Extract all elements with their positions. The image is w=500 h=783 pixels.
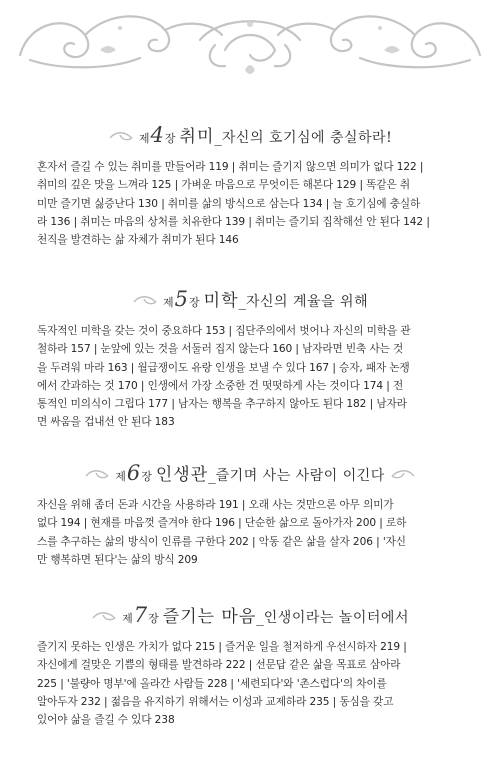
right-flourish-icon	[390, 469, 416, 483]
chapter-title: 취미	[179, 127, 215, 147]
chapter-prefix: 제	[115, 470, 126, 483]
chapter-contents	[0, 322, 500, 432]
chapter-heading	[0, 458, 500, 488]
chapter-number: 5	[174, 287, 188, 311]
chapter-subtitle: 즐기며 사는 사람이 이긴다	[215, 468, 385, 484]
left-flourish-icon	[91, 611, 117, 625]
chapter-suffix: 장	[164, 132, 176, 145]
chapter-number: 7	[133, 603, 148, 627]
chapter-heading	[0, 120, 500, 150]
contents-line: 통적인 미의식이 그립다 177 | 남자는 행복을 추구하지 않아도 된다 182 | 남자라	[37, 398, 407, 411]
chapter-prefix: 제	[138, 132, 150, 145]
contents-line: 천직을 발견하는 삶 자체가 취미가 된다 146	[37, 234, 239, 247]
chapter-contents	[0, 158, 500, 249]
chapter-suffix: 장	[189, 296, 200, 309]
title-separator: _	[256, 608, 264, 626]
contents-line: 225 | '불량아 명부'에 올라간 사람들 228 | '세련되다'와 '촌스럽다'의 차이를	[37, 677, 387, 690]
contents-line: 자신을 위해 좀더 돈과 시간을 사용하라 191 | 오래 사는 것만으론 아무 의미가	[37, 499, 394, 511]
chapter-7	[0, 600, 500, 729]
left-flourish-icon	[84, 469, 110, 483]
title-separator: _	[208, 466, 216, 484]
chapter-6	[0, 458, 500, 569]
chapter-subtitle: 인생이라는 놀이터에서	[263, 610, 409, 626]
contents-line: 자신에게 걸맞은 기쁨의 형태를 발견하라 222 | 선문답 같은 삶을 목표로 삼아라	[37, 659, 401, 672]
left-flourish-icon	[108, 131, 134, 145]
contents-line: 즐기지 못하는 인생은 가치가 없다 215 | 즐거운 일을 철저하게 우선시하자 219 |	[37, 641, 407, 653]
contents-line: 만 행복하면 된다'는 삶의 방식 209	[37, 553, 198, 566]
left-flourish-icon	[132, 295, 158, 309]
chapter-suffix: 장	[141, 470, 152, 483]
contents-line: 있어야 삶을 즐길 수 있다 238	[37, 714, 175, 727]
chapter-heading	[0, 600, 500, 630]
title-separator: _	[214, 128, 222, 146]
chapter-subtitle: 자신의 호기심에 충실하라!	[221, 130, 393, 146]
chapter-title: 인생관	[155, 465, 209, 485]
chapter-contents	[0, 496, 500, 569]
contents-line: 라 136 | 취미는 마음의 상처를 치유한다 139 | 취미는 즐기되 집착해선 안 된다 142 |	[37, 215, 430, 228]
contents-line: 알아두자 232 | 젊음을 유지하기 위해서는 이성과 교제하라 235 | 동심을 갖고	[37, 695, 394, 708]
chapter-prefix: 제	[122, 612, 133, 625]
decorative-ornament-border	[0, 0, 500, 90]
contents-line: 미만 즐기면 싫증난다 130 | 취미를 삶의 방식으로 삼는다 134 | 늘 호기심에 충실하	[37, 197, 421, 210]
contents-line: 없다 194 | 현재를 마음껏 즐겨야 한다 196 | 단순한 삶으로 돌아가자 200 | 로하	[37, 517, 407, 530]
chapter-subtitle: 자신의 계율을 위해	[246, 294, 369, 310]
contents-line: 스를 추구하는 삶의 방식이 인류를 구한다 202 | 악동 같은 삶을 살자 206 | '자신	[37, 535, 406, 548]
chapter-contents	[0, 638, 500, 729]
chapter-5	[0, 284, 500, 432]
contents-line: 혼자서 즐길 수 있는 취미를 만들어라 119 | 취미는 즐기지 않으면 의미가 없다 122 |	[37, 161, 424, 173]
chapter-title: 즐기는 마음	[162, 607, 257, 627]
contents-line: 면 싸움을 겁내선 안 된다 183	[37, 416, 175, 429]
contents-line: 을 두려워 마라 163 | 월급쟁이도 유랑 인생을 보낼 수 있다 167 | 승자, 패자 논쟁	[37, 361, 410, 374]
chapter-number: 6	[126, 461, 141, 485]
chapter-title: 미학	[203, 291, 239, 311]
chapter-number: 4	[150, 123, 164, 147]
contents-line: 철하라 157 | 눈앞에 있는 것을 서둘러 집지 않는다 160 | 남자라면 빈축 사는 것	[37, 343, 404, 356]
chapter-4	[0, 120, 500, 249]
contents-line: 독자적인 미학을 갖는 것이 중요하다 153 | 집단주의에서 벗어나 자신의 미학을 관	[37, 325, 411, 337]
title-separator: _	[238, 292, 246, 310]
chapter-prefix: 제	[162, 296, 174, 309]
contents-line: 취미의 깊은 맛을 느껴라 125 | 가벼운 마음으로 무엇이든 해본다 129 | 똑같은 취	[37, 179, 410, 192]
chapter-heading	[0, 284, 500, 314]
chapter-suffix: 장	[148, 612, 159, 625]
contents-line: 에서 간과하는 것 170 | 인생에서 가장 소중한 건 떳떳하게 사는 것이다 174 | 전	[37, 379, 404, 392]
